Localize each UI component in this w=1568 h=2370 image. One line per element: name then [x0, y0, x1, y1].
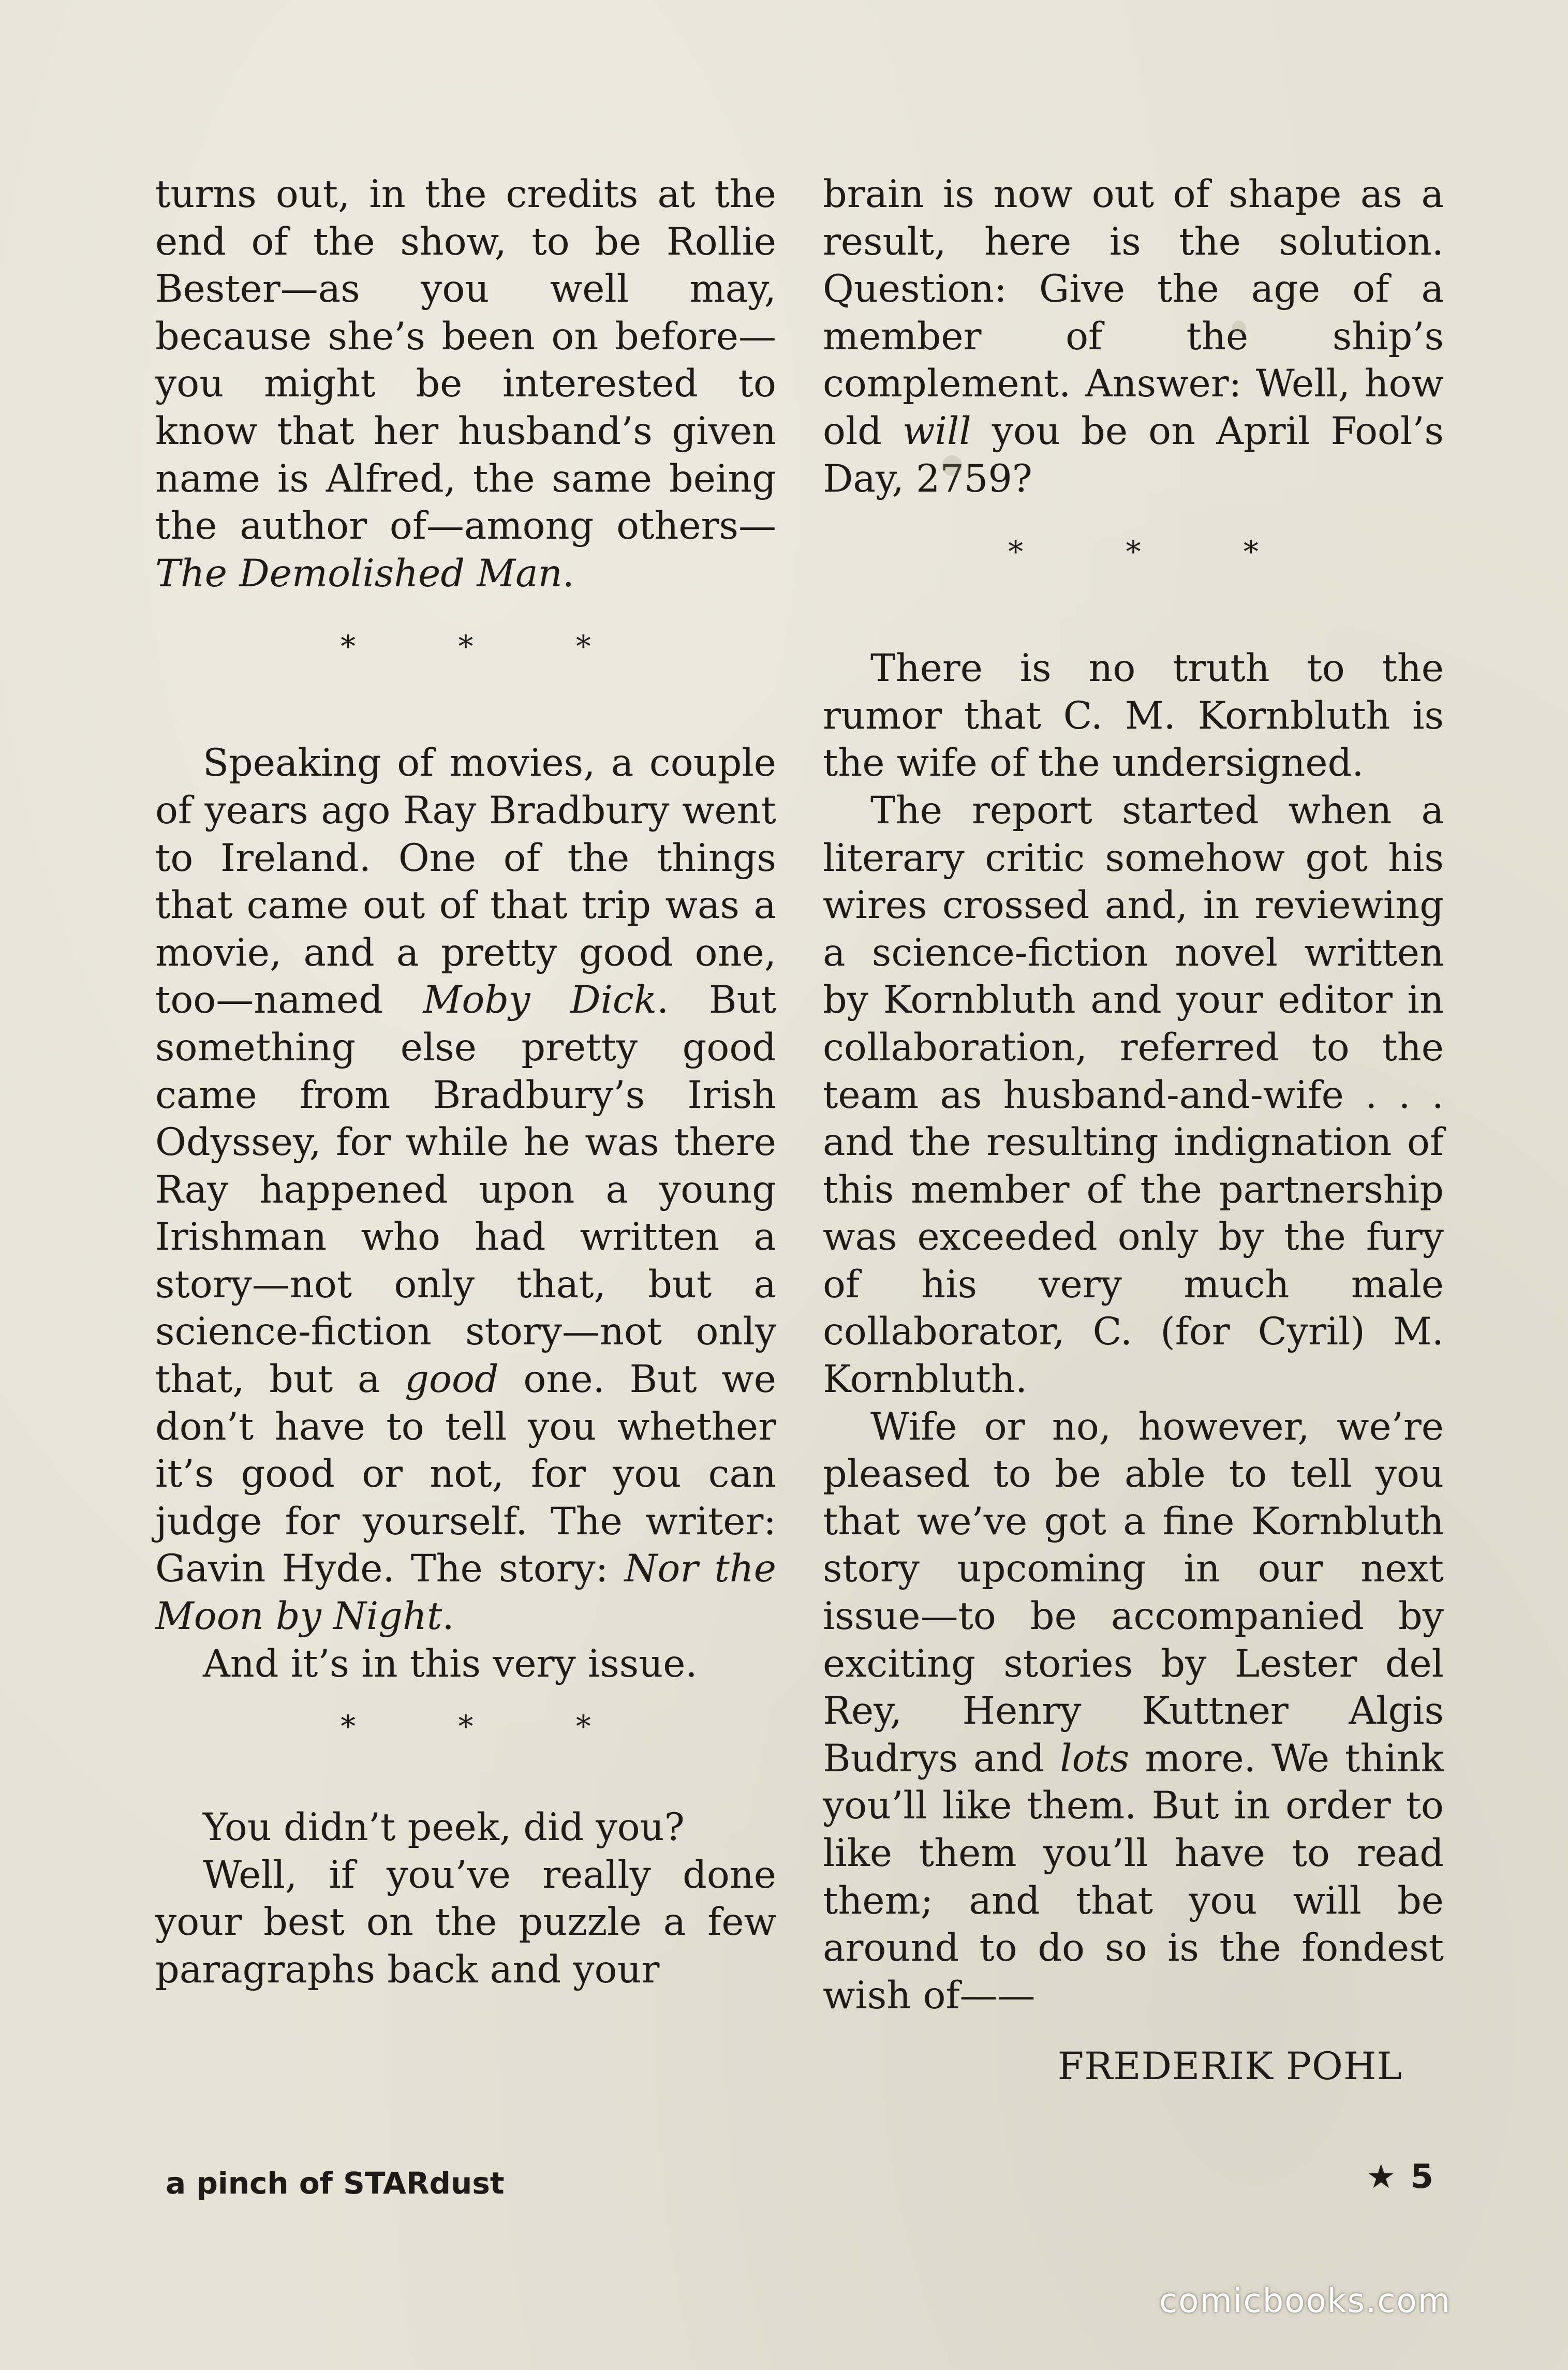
paragraph-peek: You didn’t peek, did you?	[203, 1805, 685, 1850]
text-run: more. We think you’ll like them. But in order to like them you’ll have to read them; and that you will be around to do so is the fondest wish of——	[823, 1736, 1444, 2018]
paragraph-puzzle: Well, if you’ve really done your best on the puzzle a few paragraphs back and your	[155, 1853, 776, 1992]
left-column	[155, 171, 776, 1994]
paragraph-solution	[823, 171, 1444, 502]
paragraph-next-issue	[823, 1403, 1444, 2020]
italic-text: will	[903, 409, 971, 453]
italic-text: Moby Dick	[423, 978, 657, 1023]
section-separator: * * *	[1008, 534, 1305, 570]
paragraph-bester	[155, 171, 776, 597]
paragraph-this-issue: And it’s in this very issue.	[203, 1641, 698, 1686]
watermark: comicbooks.com	[1159, 2282, 1452, 2320]
italic-text: good	[405, 1357, 499, 1402]
section-separator: * * *	[341, 1709, 638, 1744]
text-run: Speaking of movies, a couple of years ago Ray Bradbury went to Ireland. One of the things that came out of that trip was a movie, and a pretty good one, too—named	[155, 741, 776, 1023]
text-run: .	[442, 1594, 454, 1639]
footer-page-number	[1366, 2158, 1433, 2196]
right-column	[823, 171, 1444, 2091]
section-separator: * * *	[341, 629, 638, 664]
italic-text: lots	[1060, 1736, 1130, 1781]
paper-stain	[1232, 321, 1246, 335]
italic-text: The Demolished Man	[155, 551, 563, 596]
italic-text: Nor the Moon by Night	[155, 1547, 776, 1639]
page-number: 5	[1410, 2158, 1433, 2196]
text-run: one. But we don’t have to tell you whether it’s good or not, for you can judge for yourself. The writer: Gavin Hyde. The story:	[155, 1357, 776, 1591]
text-run: turns out, in the credits at the end of the show, to be Rollie Bester—as you well may, because she’s been on before—you might be interested to know that her husband’s given name is Alfred, the same being the author of—among others—	[155, 172, 776, 549]
paragraph-bradbury	[155, 739, 776, 1640]
text-run: you be on April Fool’s Day, 2759?	[823, 409, 1444, 501]
footer-section-title: a pinch of STARdust	[166, 2166, 505, 2201]
text-run: Wife or no, however, we’re pleased to be able to tell you that we’ve got a fine Kornbluth story upcoming in our next issue—to be accompanied by exciting stories by Lester del Rey, Henry Kuttner Algis Budrys and	[823, 1404, 1444, 1781]
paragraph-report: The report started when a literary critic somehow got his wires crossed and, in reviewing a science-fiction novel written by Kornbluth and your editor in collaboration, referred to the team as husband-and-wife . . . and the resulting indignation of this member of the partnership was exceeded only by the fury of his very much male collaborator, C. (for Cyril) M. Kornbluth.	[823, 788, 1444, 1402]
paper-stain	[942, 455, 963, 476]
text-run: .	[562, 551, 574, 596]
text-run: brain is now out of shape as a result, here is the solution. Question: Give the age of a member of the ship’s complement. Answer: Well, how old	[823, 172, 1444, 453]
paragraph-rumor: There is no truth to the rumor that C. M. Kornbluth is the wife of the undersigned.	[823, 646, 1444, 786]
text-run: . But something else pretty good came from Bradbury’s Irish Odyssey, for while he was there Ray happened upon a young Irishman who had written a story—not only that, but a science-fiction story—not only that, but a	[155, 978, 776, 1402]
star-icon: ★	[1366, 2158, 1396, 2196]
signature: FREDERIK POHL	[1057, 2045, 1402, 2089]
